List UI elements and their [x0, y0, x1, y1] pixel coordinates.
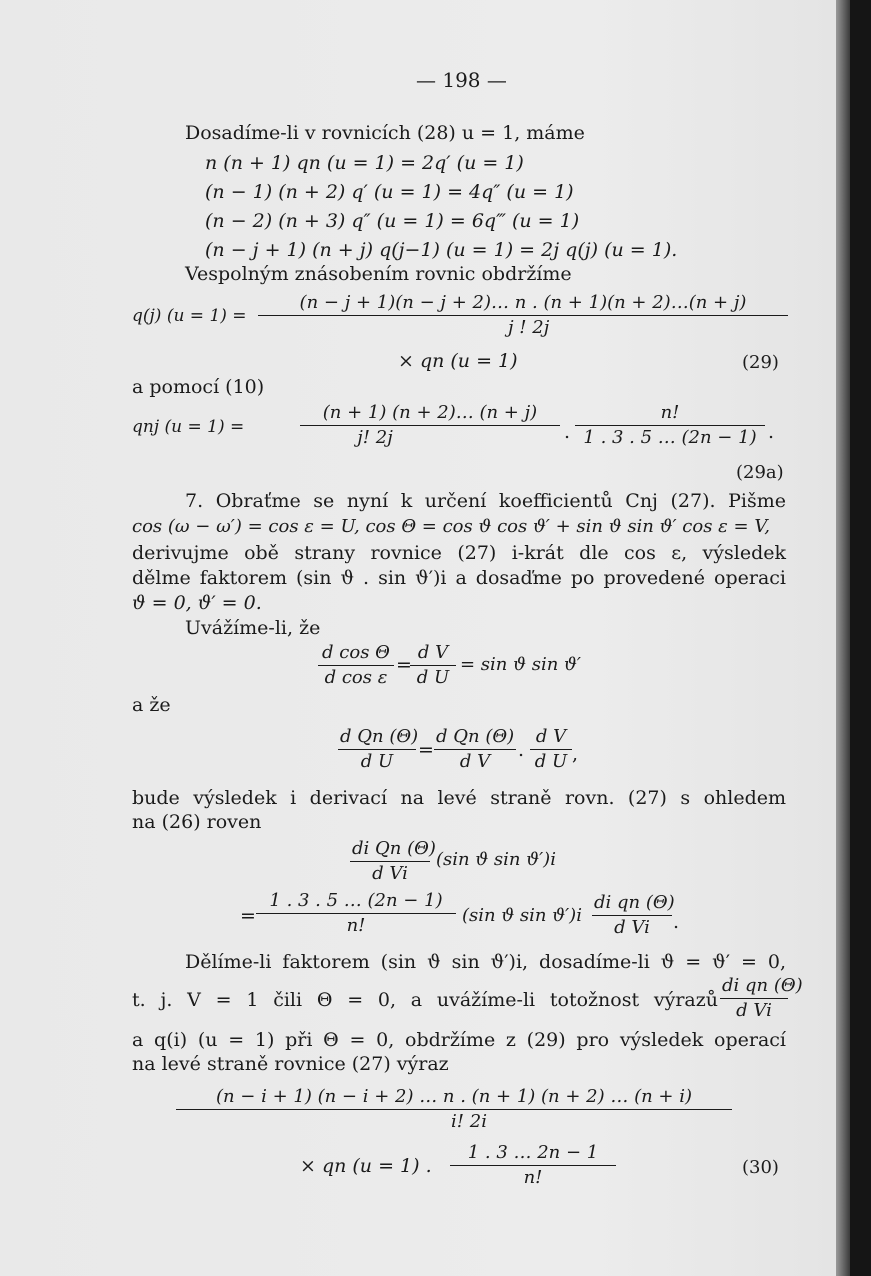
deriv1-fraction-2: [410, 642, 456, 689]
deriv1-rhs: = sin ϑ sin ϑ′: [460, 654, 581, 675]
deriv2-fraction-2: [434, 726, 516, 773]
page-number: — 198 —: [416, 68, 507, 92]
result1-den: d Vi: [372, 863, 408, 884]
result1-rest: (sin ϑ sin ϑ′)i: [436, 849, 556, 870]
eq29a-den2: 1 . 3 . 5 … (2n − 1): [583, 427, 757, 448]
eq29a-lhs: qnj (u = 1) =: [132, 417, 245, 437]
para7-line-2: cos (ω − ω′) = cos ε = U, cos Θ = cos ϑ cos ϑ′ + sin ϑ sin ϑ′ cos ε = V,: [132, 516, 770, 537]
delime-line-3: a q(i) (u = 1) při Θ = 0, obdržíme z (29) pro výsledek operací: [132, 1029, 786, 1051]
deriv1-num1: d cos Θ: [318, 642, 394, 666]
result1-num: di Qn (Θ): [350, 838, 430, 862]
totoznost-fraction: [720, 975, 803, 1022]
eq29a-num1: (n + 1) (n + 2)… (n + j): [300, 402, 560, 426]
page-edge: [836, 0, 850, 1276]
deriv1-fraction-1: [318, 642, 394, 689]
para7-line-3: derivujme obě strany rovnice (27) i-krát dle cos ε, výsledek: [132, 542, 786, 564]
eq29a-fraction-2: [575, 402, 765, 449]
deriv2-dot: .: [518, 739, 525, 761]
eq29a-num2: n!: [575, 402, 765, 426]
bude-line-2: na (26) roven: [132, 811, 262, 833]
a-ze-line: a že: [132, 694, 171, 716]
result2-den2: d Vi: [614, 917, 650, 938]
eq30-label: (30): [742, 1157, 779, 1178]
equation-line-3: (n − 2) (n + 3) q″ (u = 1) = 6q‴ (u = 1): [205, 210, 580, 232]
eq29-label: (29): [742, 352, 779, 373]
eq30-num2: 1 . 3 … 2n − 1: [450, 1142, 616, 1166]
result1-fraction: [350, 838, 436, 885]
eq29a-dot: .: [564, 421, 571, 443]
delime-line-1: Dělíme-li faktorem (sin ϑ sin ϑ′)i, dosadíme-li ϑ = ϑ′ = 0,: [185, 951, 786, 973]
eq30-fraction-2: [450, 1142, 616, 1189]
deriv2-den1: d U: [360, 751, 394, 772]
eq30-denominator: i! 2i: [451, 1111, 487, 1132]
result2-end: .: [673, 911, 680, 933]
deriv1-equals: =: [396, 654, 412, 676]
vespolnym-line: Vespolným znásobením rovnic obdržíme: [185, 263, 572, 285]
result2-num2: di qn (Θ): [592, 892, 672, 916]
eq30-den2: n!: [523, 1167, 543, 1188]
eq29-fraction: [258, 292, 788, 339]
eq29a-label: (29a): [736, 462, 784, 483]
deriv2-end: ,: [572, 743, 579, 765]
pomoci-line: a pomocí (10): [132, 376, 265, 398]
deriv2-equals: =: [418, 739, 434, 761]
deriv2-num1: d Qn (Θ): [338, 726, 416, 750]
intro-line: Dosadíme-li v rovnicích (28) u = 1, máme: [185, 122, 585, 144]
eq30-numerator: (n − i + 1) (n − i + 2) … n . (n + 1) (n + 2) … (n + i): [176, 1086, 732, 1110]
bude-line-1: bude výsledek i derivací na levé straně rovn. (27) s ohledem: [132, 787, 786, 809]
totoznost-num: di qn (Θ): [720, 975, 788, 999]
deriv2-den3: d U: [534, 751, 568, 772]
equation-line-4: (n − j + 1) (n + j) q(j−1) (u = 1) = 2j q(j) (u = 1).: [205, 239, 678, 261]
eq30-times: × qn (u = 1) .: [300, 1155, 432, 1177]
deriv2-fraction-1: [338, 726, 419, 773]
para7-line-5: ϑ = 0, ϑ′ = 0.: [132, 592, 262, 614]
result2-fraction-2: [592, 892, 675, 939]
deriv1-den2: d U: [416, 667, 450, 688]
eq29-numerator: (n − j + 1)(n − j + 2)… n . (n + 1)(n + 2)…(n + j): [258, 292, 788, 316]
uvazime-line: Uvážíme-li, že: [185, 617, 321, 639]
eq29-times: × qn (u = 1): [398, 350, 518, 372]
result2-equals: =: [240, 905, 256, 927]
book-gutter: [850, 0, 871, 1276]
eq29-denominator: j ! 2j: [508, 317, 550, 338]
eq29a-den1: j! 2j: [357, 427, 393, 448]
para7-line-1: 7. Obraťme se nyní k určení koefficientů Cnj (27). Pišme: [185, 490, 786, 512]
result2-den: n!: [346, 915, 366, 936]
eq29a-fraction-1: [300, 402, 560, 449]
equation-line-1: n (n + 1) qn (u = 1) = 2q′ (u = 1): [205, 152, 524, 174]
deriv2-den2: d V: [459, 751, 491, 772]
eq29a-end: .: [768, 421, 775, 443]
result2-fraction-1: [256, 890, 456, 937]
para7-line-4: dělme faktorem (sin ϑ . sin ϑ′)i a dosaďme po provedené operaci: [132, 567, 786, 589]
deriv2-num3: d V: [530, 726, 572, 750]
deriv2-num2: d Qn (Θ): [434, 726, 516, 750]
equation-line-2: (n − 1) (n + 2) q′ (u = 1) = 4q″ (u = 1): [205, 181, 574, 203]
totoznost-den: d Vi: [736, 1000, 772, 1021]
deriv2-fraction-3: [530, 726, 572, 773]
deriv1-den1: d cos ε: [324, 667, 388, 688]
eq30-fraction: [176, 1086, 732, 1133]
result2-mid: (sin ϑ sin ϑ′)i: [462, 905, 582, 926]
result2-num: 1 . 3 . 5 … (2n − 1): [256, 890, 456, 914]
eq29-lhs: q(j) (u = 1) =: [132, 306, 247, 326]
delime-line-2: t. j. V = 1 čili Θ = 0, a uvážíme-li totožnost výrazů: [132, 989, 718, 1011]
delime-line-4: na levé straně rovnice (27) výraz: [132, 1053, 449, 1075]
deriv1-num2: d V: [410, 642, 456, 666]
